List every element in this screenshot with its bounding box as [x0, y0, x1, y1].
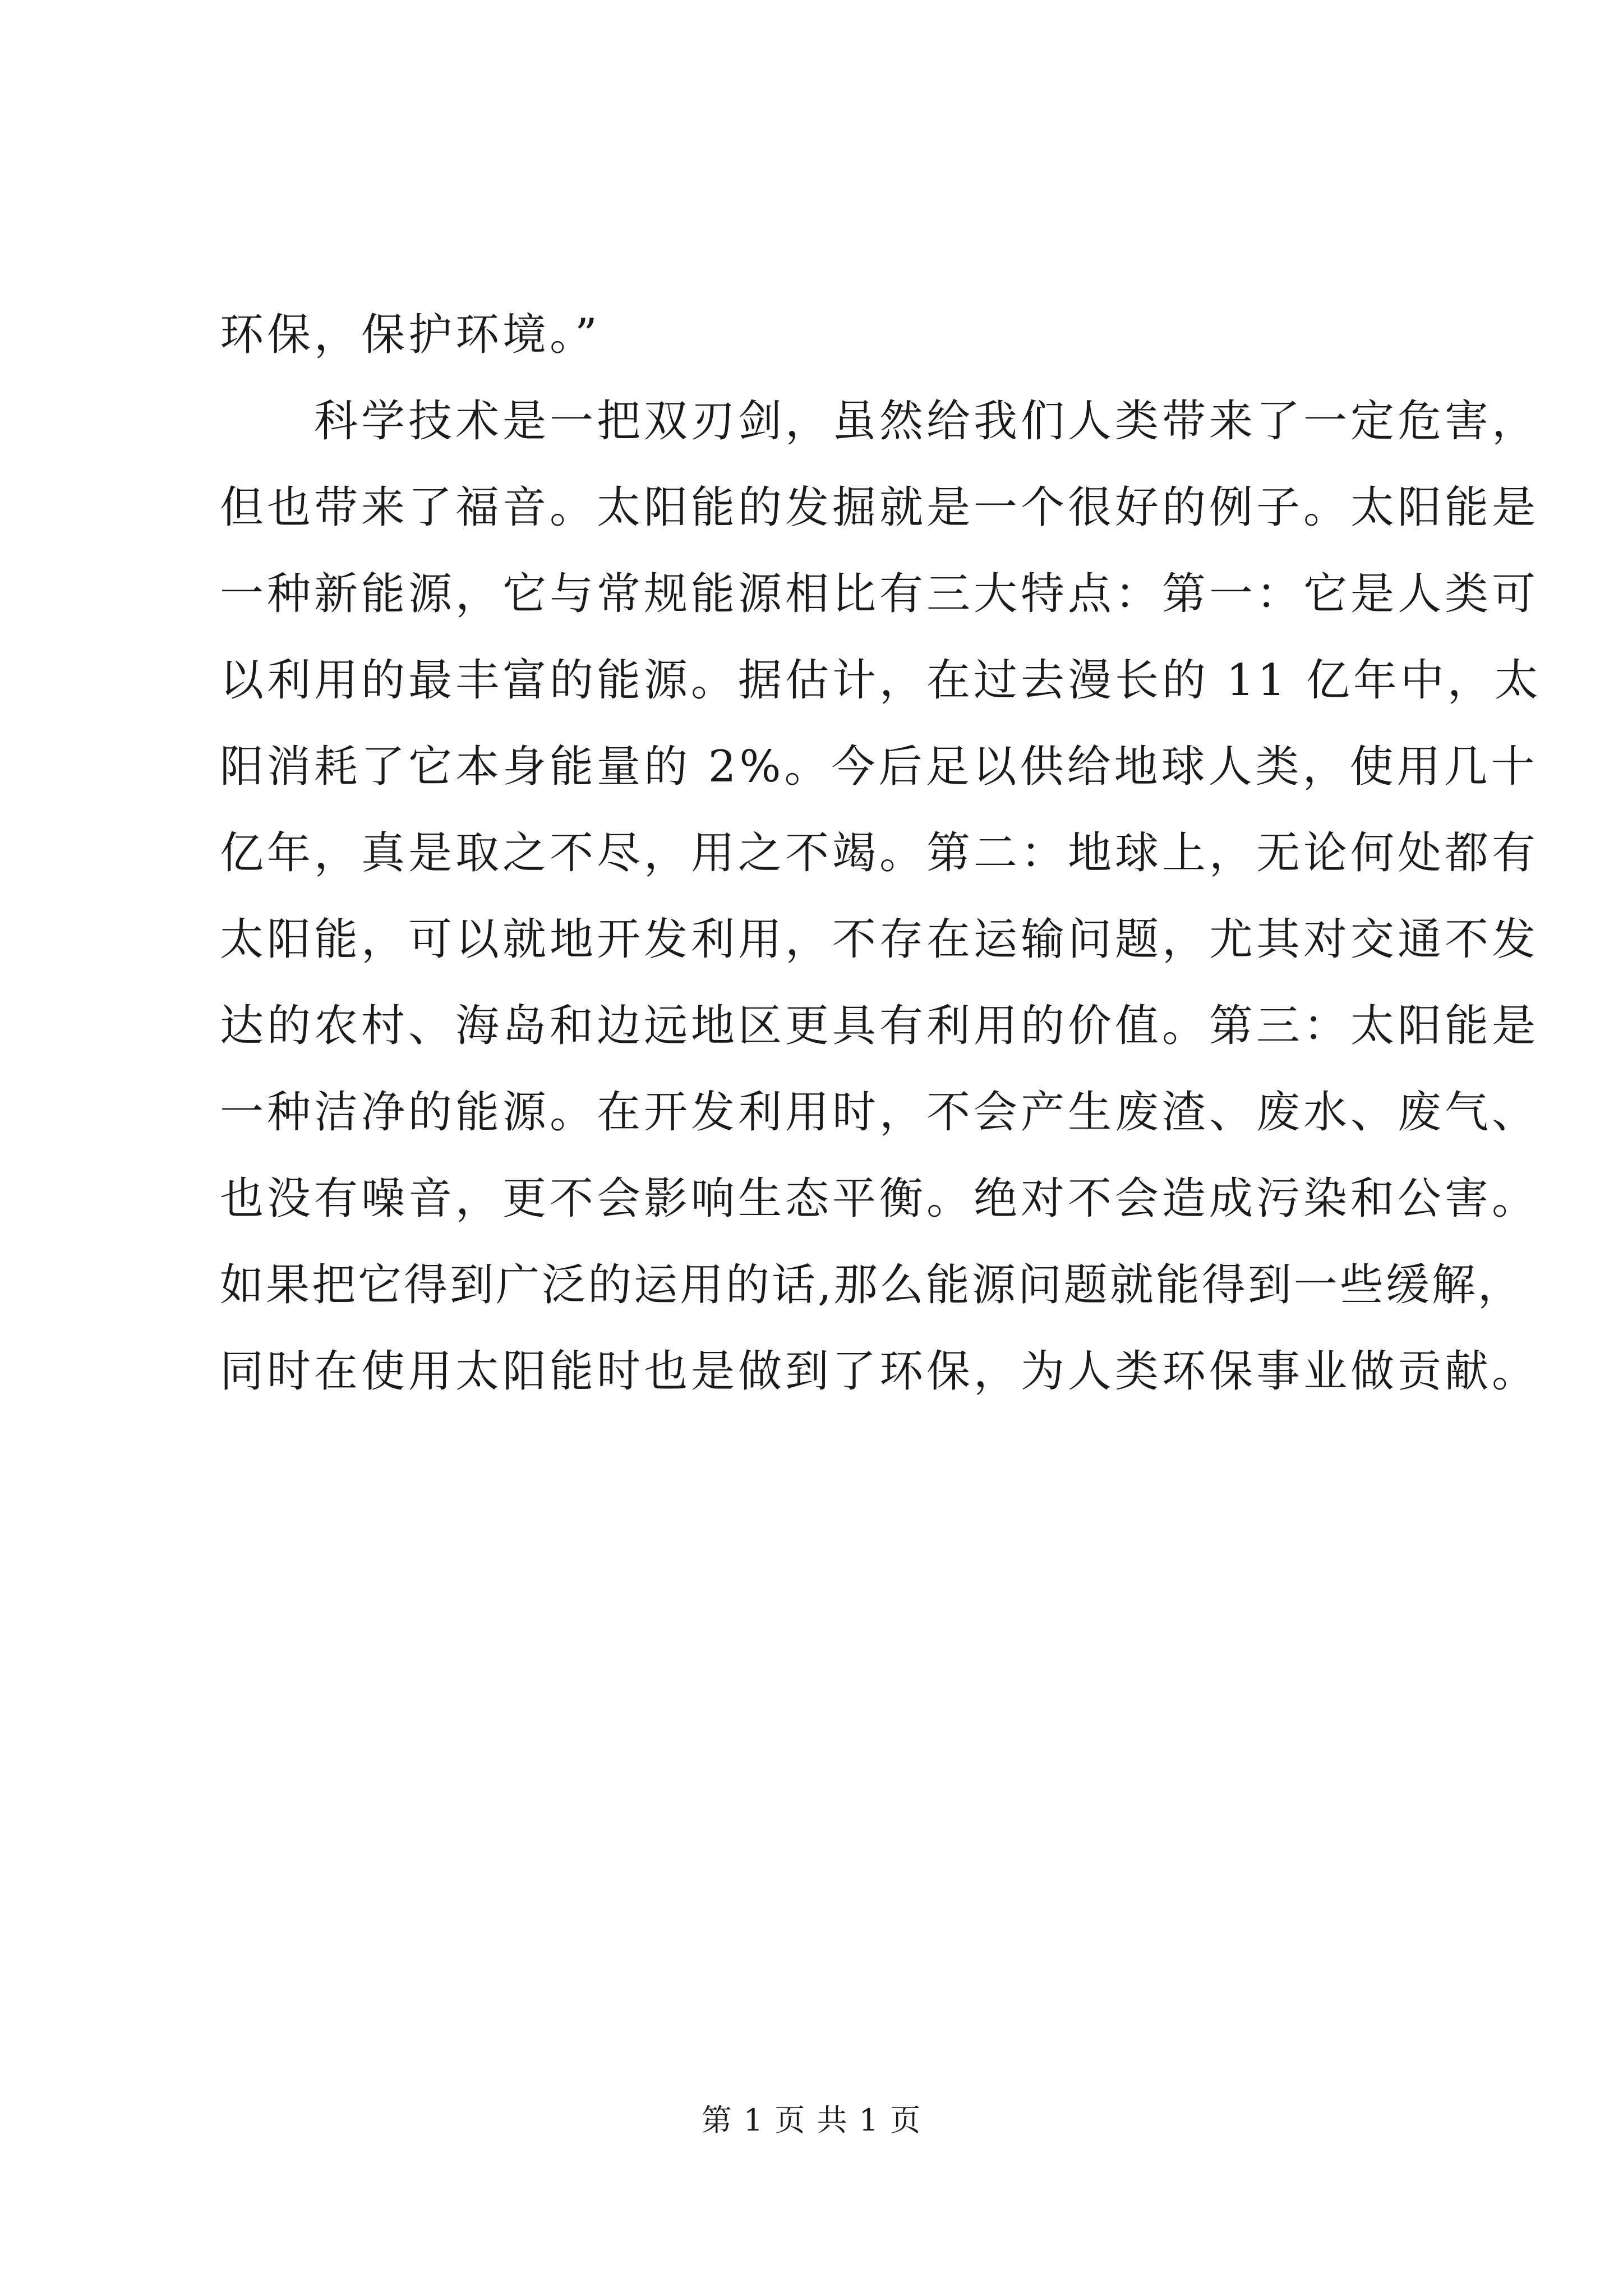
- text-line: 以利用的最丰富的能源。据估计，在过去漫长的 11 亿年中，太: [220, 655, 1542, 706]
- text-line: 亿年，真是取之不尽，用之不竭。第二：地球上，无论何处都有: [220, 828, 1539, 878]
- text-line: 也没有噪音，更不会影响生态平衡。绝对不会造成污染和公害。: [220, 1174, 1539, 1224]
- text-line: 环保，保护环境。”: [220, 310, 601, 360]
- text-line: 达的农村、海岛和边远地区更具有利用的价值。第三：太阳能是: [220, 1001, 1539, 1051]
- text-line: 一种新能源，它与常规能源相比有三大特点：第一：它是人类可: [220, 569, 1539, 619]
- text-line: 科学技术是一把双刃剑，虽然给我们人类带来了一定危害，: [220, 396, 1539, 447]
- text-line: 但也带来了福音。太阳能的发掘就是一个很好的例子。太阳能是: [220, 482, 1539, 533]
- text-line: 如果把它得到广泛的运用的话,那么能源问题就能得到一些缓解，: [220, 1260, 1524, 1310]
- text-line: 太阳能，可以就地开发利用，不存在运输问题，尤其对交通不发: [220, 914, 1539, 965]
- page-number-footer: 第 1 页 共 1 页: [701, 2102, 922, 2138]
- text-line: 同时在使用太阳能时也是做到了环保，为人类环保事业做贡献。: [220, 1346, 1539, 1397]
- text-line: 一种洁净的能源。在开发利用时，不会产生废渣、废水、废气、: [220, 1087, 1539, 1138]
- body-text: [220, 292, 1542, 1415]
- text-line: 阳消耗了它本身能量的 2%。今后足以供给地球人类，使用几十: [220, 742, 1538, 792]
